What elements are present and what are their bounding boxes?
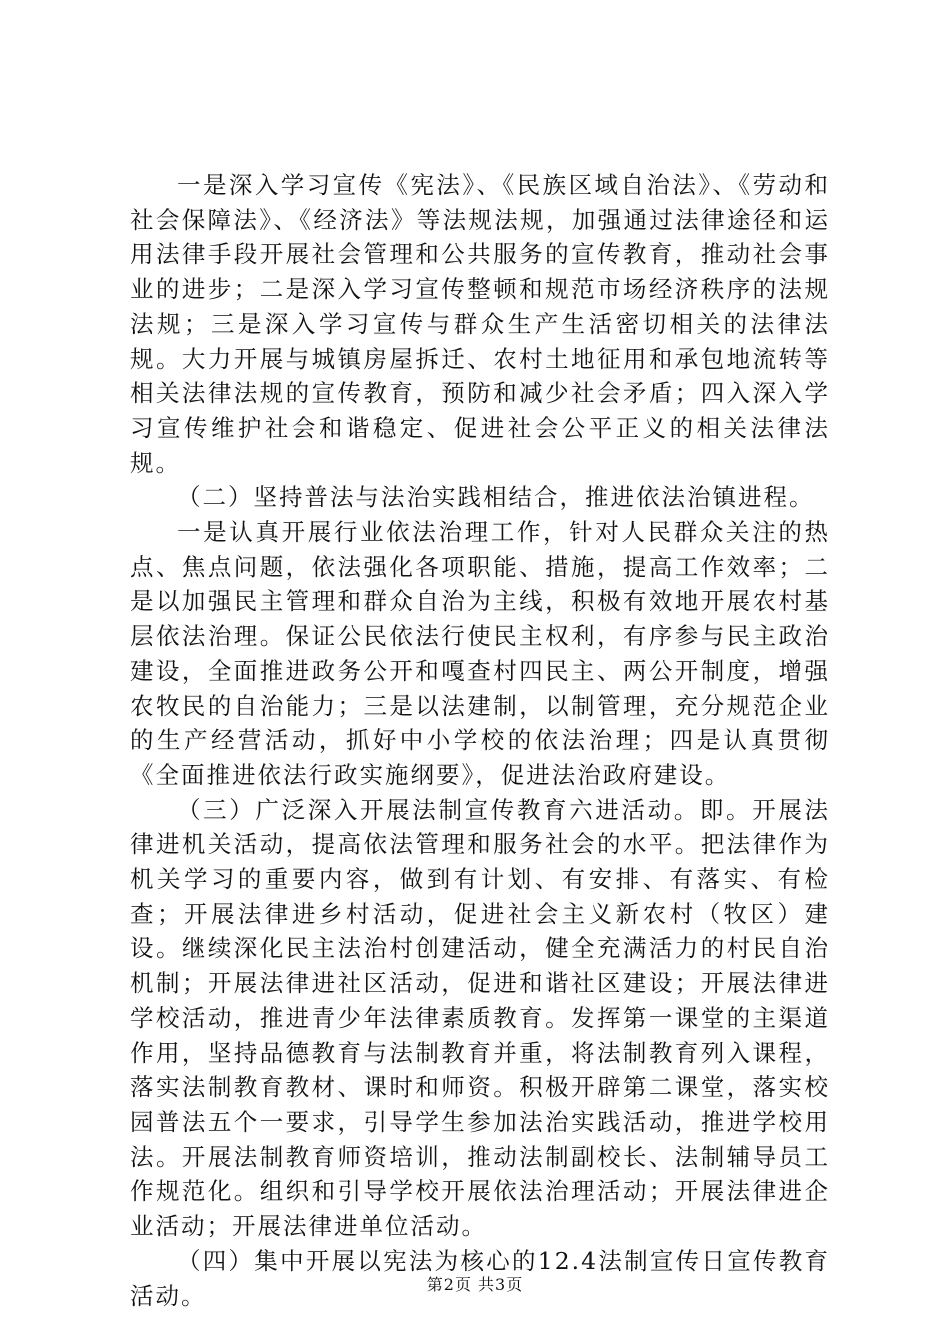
paragraph-3: 一是认真开展行业依法治理工作，针对人民群众关注的热点、焦点问题，依法强化各项职能、措施，提高工作效率；二是以加强民主管理和群众自治为主线，积极有效地开展农村基层依法治理。保证公民依法行使民主权利，有序参与民主政治建设，全面推进政务公开和嘎查村四民主、两公开制度，增强农牧民的自治能力；三是以法建制，以制管理，充分规范企业的生产经营活动，抓好中小学校的依法治理；四是认真贯彻《全面推进依法行政实施纲要》，促进法治政府建设。 — [130, 518, 830, 789]
page-footer: 第2页 共3页 — [426, 1275, 524, 1294]
paragraph-4: （三）广泛深入开展法制宣传教育六进活动。即。开展法律进机关活动，提高依法管理和服务社会的水平。把法律作为机关学习的重要内容，做到有计划、有安排、有落实、有检查；开展法律进乡村活动，促进社会主义新农村（牧区）建设。继续深化民主法治村创建活动，健全充满活力的村民自治机制；开展法律进社区活动，促进和谐社区建设；开展法律进学校活动，推进青少年法律素质教育。发挥第一课堂的主渠道作用，坚持品德教育与法制教育并重，将法制教育列入课程，落实法制教育教材、课时和师资。积极开辟第二课堂，落实校园普法五个一要求，引导学生参加法治实践活动，推进学校用法。开展法制教育师资培训，推动法制副校长、法制辅导员工作规范化。组织和引导学校开展依法治理活动；开展法律进企业活动；开展法律进单位活动。 — [130, 795, 830, 1241]
paragraph-5: （四）集中开展以宪法为核心的12.4法制宣传日宣传教育活动。 — [130, 1246, 830, 1310]
document-body — [130, 168, 830, 1313]
paragraph-1: 一是深入学习宣传《宪法》、《民族区域自治法》、《劳动和社会保障法》、《经济法》等法规法规，加强通过法律途径和运用法律手段开展社会管理和公共服务的宣传教育，推动社会事业的进步；二是深入学习宣传整顿和规范市场经济秩序的法规法规；三是深入学习宣传与群众生产生活密切相关的法律法规。大力开展与城镇房屋拆迁、农村土地征用和承包地流转等相关法律法规的宣传教育，预防和减少社会矛盾；四入深入学习宣传维护社会和谐稳定、促进社会公平正义的相关法律法规。 — [130, 171, 830, 477]
paragraph-2-heading: （二）坚持普法与法治实践相结合，推进依法治镇进程。 — [177, 483, 815, 512]
